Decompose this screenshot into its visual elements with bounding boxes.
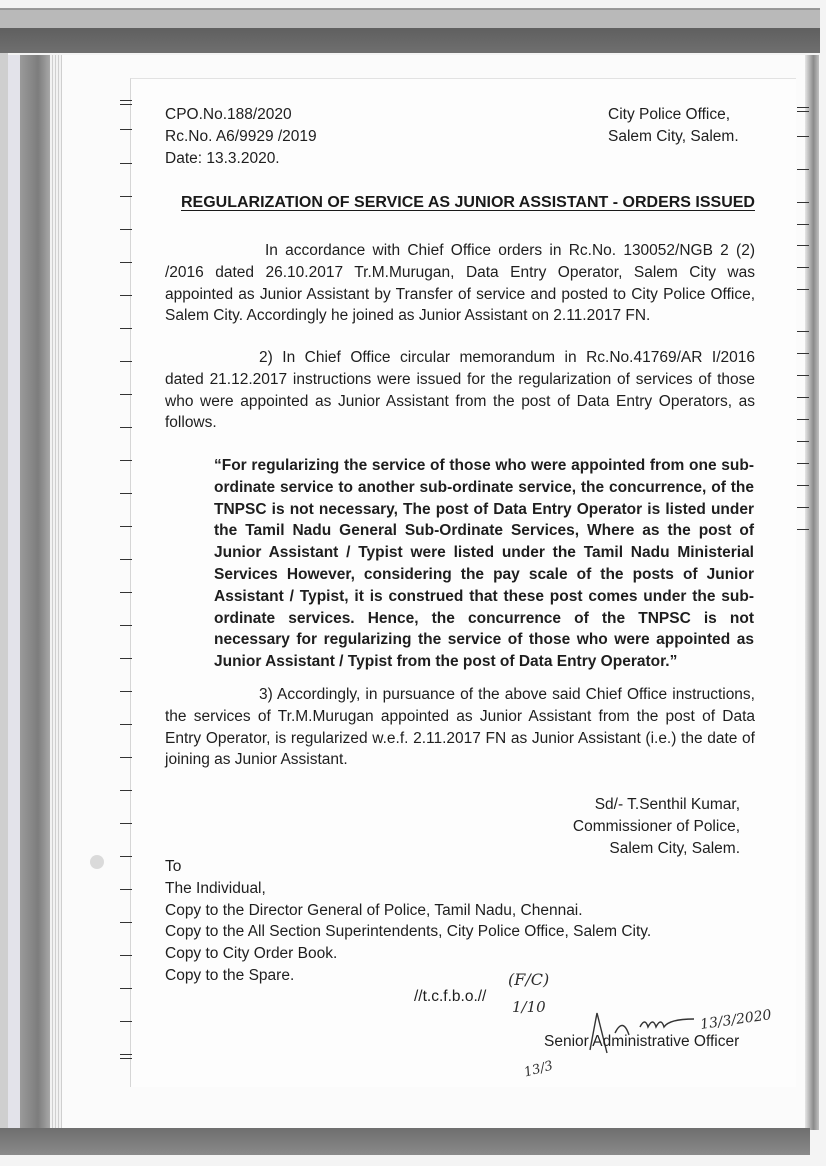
true-copy-marker: //t.c.f.b.o.// [414,988,487,1005]
order-date: Date: 13.3.2020. [165,149,280,167]
distribution-item: Copy to the All Section Superintendents, City Police Office, Salem City. [165,923,652,941]
office-name: City Police Office, [608,106,731,123]
handwritten-fc-note: (F/C) [508,970,550,989]
paragraph-3 [165,684,755,771]
distribution-to: To [165,858,182,875]
handwritten-initials: 13/3 [522,1058,555,1081]
paragraph-3-text: 3) Accordingly, in pursuance of the above said Chief Office instructions, the services of Tr.M.Murugan appointed as Junior Assistant from the post of Data Entry Operator, is regularized w.e.f. 2.11.2017 FN as Junior Assistant (i.e.) the date of joining as Junior Assistant. [165,686,755,769]
office-city: Salem City, Salem. [608,127,739,145]
paragraph-2-text: 2) In Chief Office circular memorandum in Rc.No.41769/AR I/2016 dated 21.12.2017 instructions were issued for the regularization of services of those who were appointed as Junior Assistant from the post of Data Entry Operators, as follows. [165,349,755,432]
distribution-item: Copy to the Director General of Police, Tamil Nadu, Chennai. [165,901,583,919]
cpo-number: CPO.No.188/2020 [165,106,292,123]
paragraph-1-text: In accordance with Chief Office orders in Rc.No. 130052/NGB 2 (2) /2016 dated 26.10.2017 Tr.M.Murugan, Data Entry Operator, Salem City was appointed as Junior Assistant by Transfer of service and posted to City Police Office, Salem City. Accordingly he joined as Junior Assistant on 2.11.2017 FN. [165,242,755,325]
subject-heading: REGULARIZATION OF SERVICE AS JUNIOR ASSISTANT - ORDERS ISSUED [181,194,755,211]
handwritten-date: 13/3/2020 [699,1007,773,1033]
signatory-title: Commissioner of Police, [572,817,740,835]
reference-block [165,104,317,169]
paragraph-2 [165,347,755,434]
paragraph-1 [165,240,755,327]
attesting-officer-title: Senior Administrative Officer [544,1033,740,1050]
signatory-office: Salem City, Salem. [609,839,740,857]
rc-number: Rc.No. A6/9929 /2019 [165,127,317,145]
office-address [608,104,739,148]
quoted-instruction: “For regularizing the service of those who were appointed from one sub-ordinate service to another sub-ordinate service, the concurrence, of the TNPSC is not necessary, The post of Data Entry Operator is listed under the Tamil Nadu General Sub-Ordinate Services, Where as the post of Junior Assistant / Typist were listed under the Tamil Nadu Ministerial Services However, considering the pay scale of the posts of Junior Assistant / Typist, it is construed that these post comes under the sub-ordinate services. Hence, the concurrence of the TNPSC is not necessary for regularizing the service of those who were appointed as Junior Assistant / Typist from the post of Data Entry Operator.” [214,457,754,671]
distribution-item: Copy to the Spare. [165,966,295,984]
distribution-item: The Individual, [165,879,266,897]
signature-block [540,794,740,859]
distribution-item: Copy to City Order Book. [165,945,338,963]
signatory-name: Sd/- T.Senthil Kumar, [594,796,740,813]
distribution-list [165,856,651,987]
handwritten-fraction: 1/10 [512,998,546,1016]
